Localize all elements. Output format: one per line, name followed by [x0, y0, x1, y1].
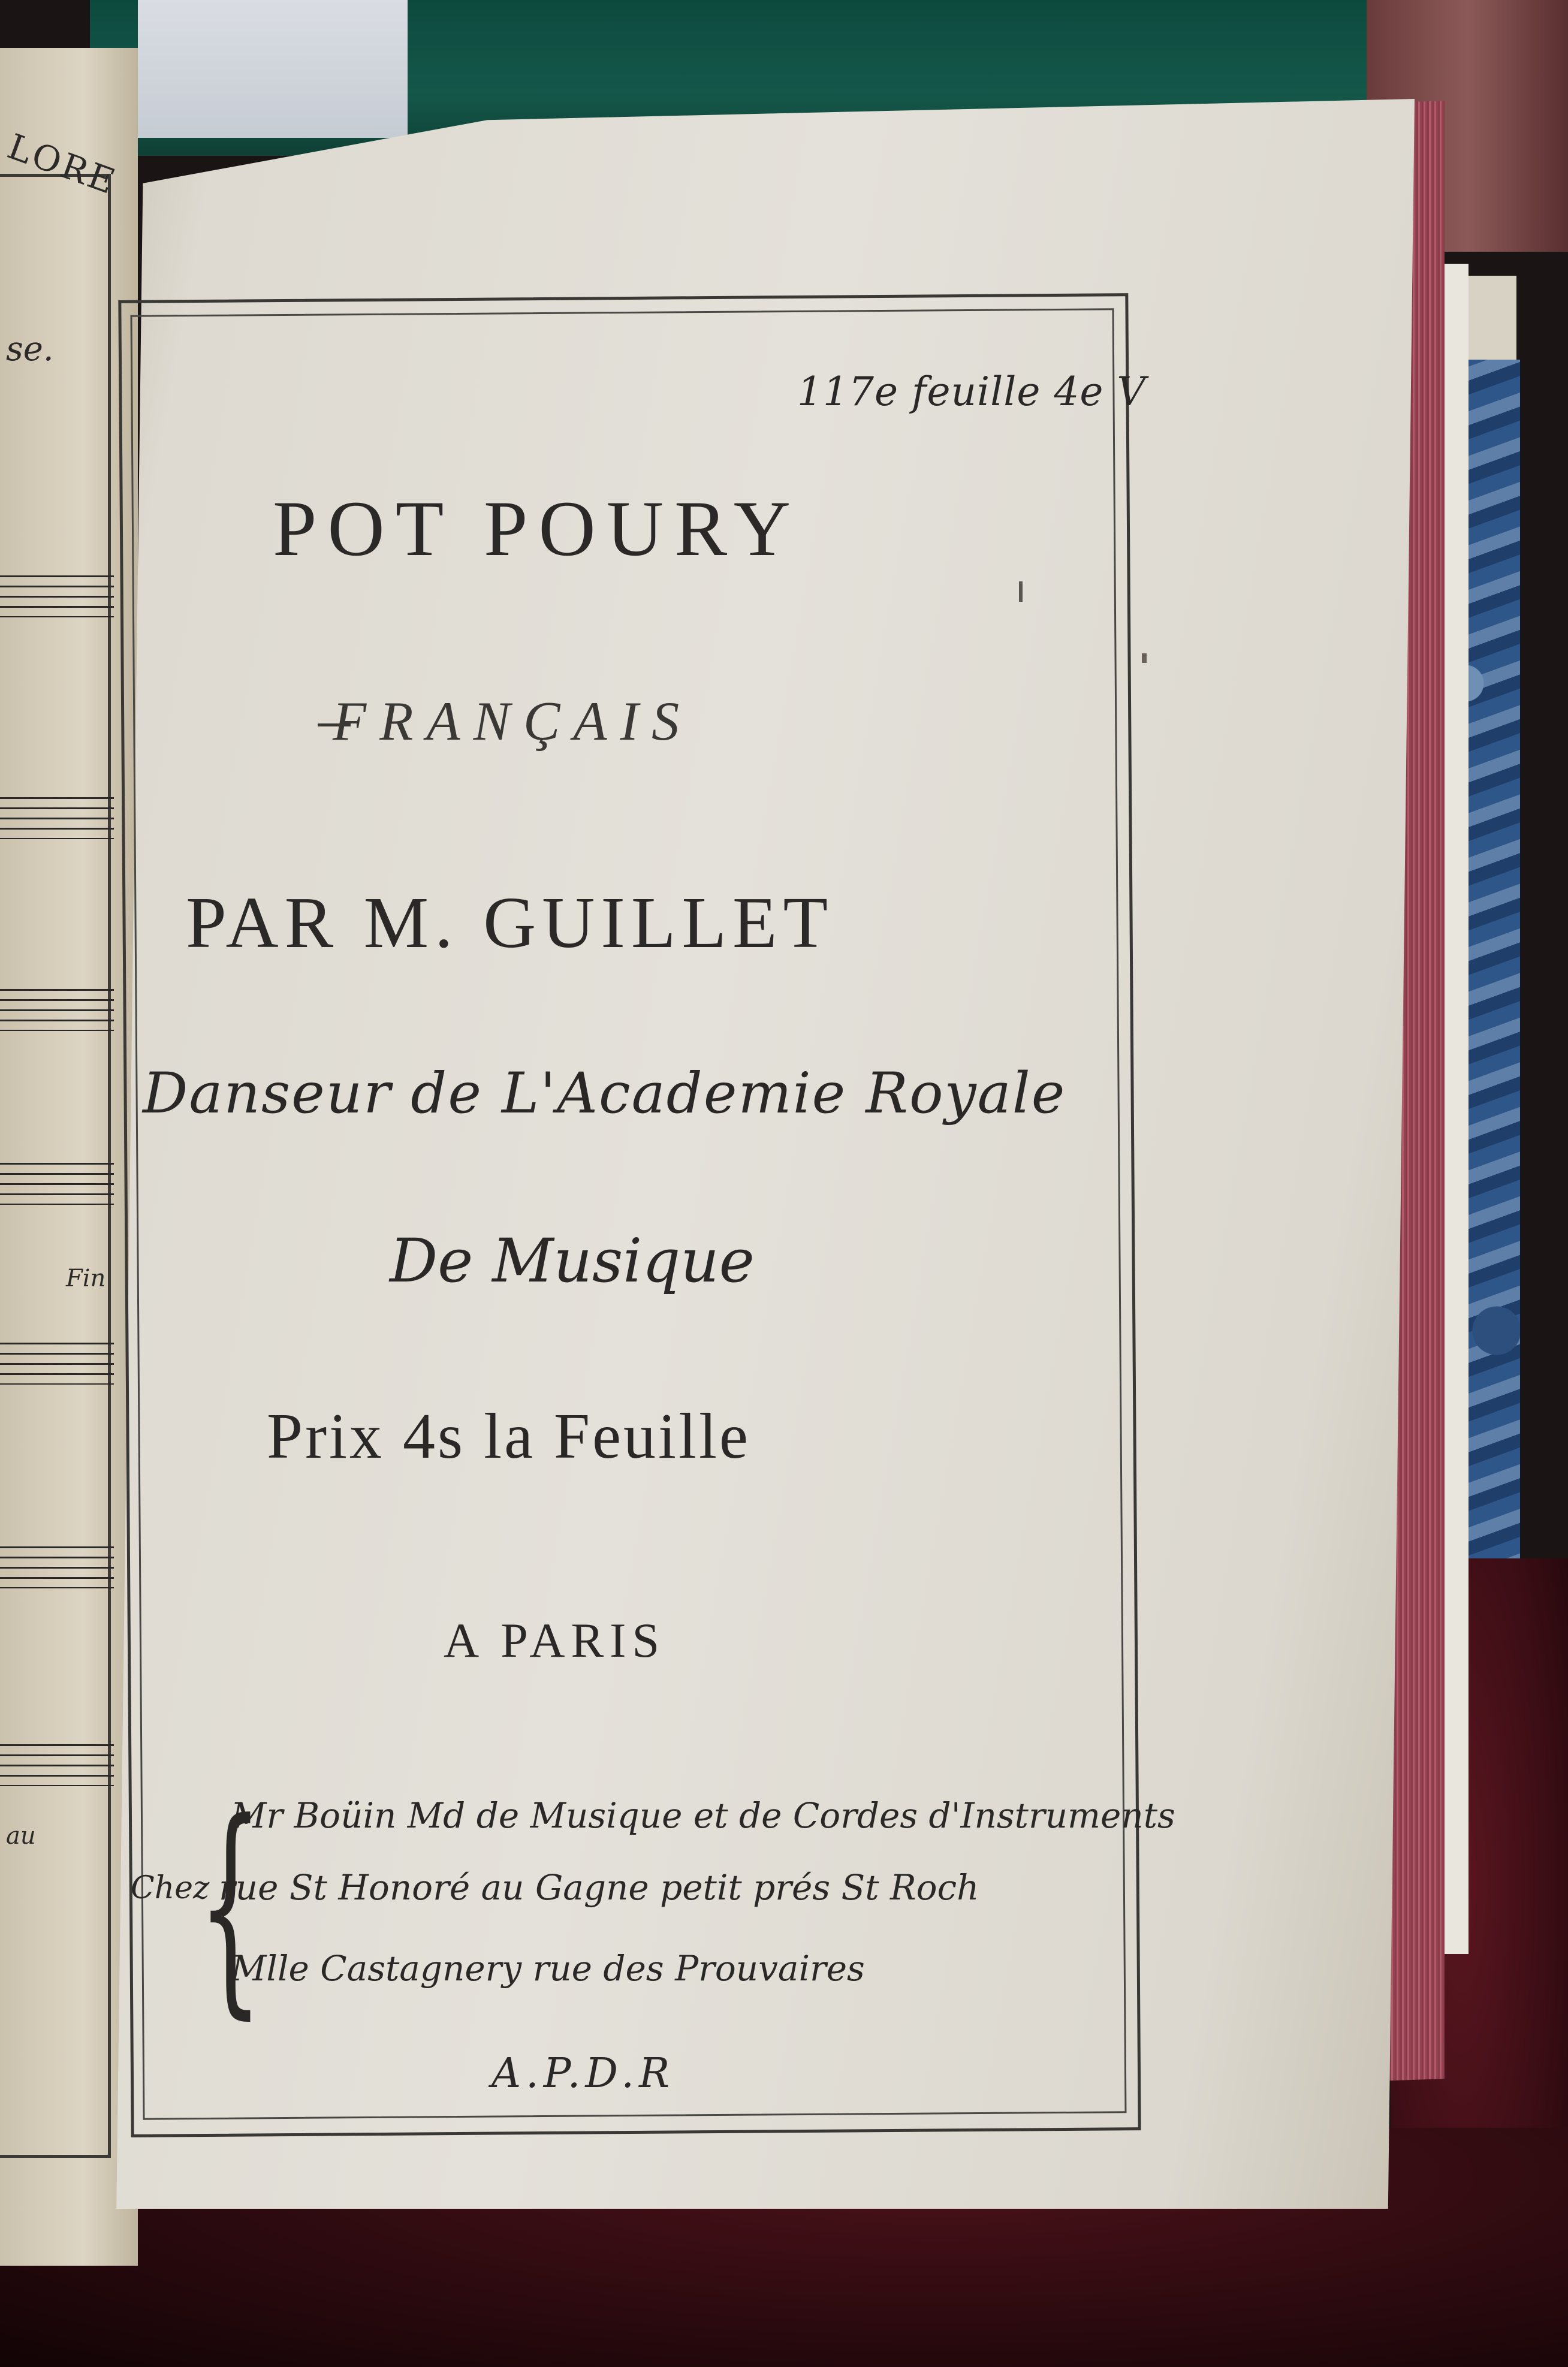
- left-page-subtitle: se.: [6, 330, 54, 369]
- music-staff: [0, 575, 114, 617]
- author-role-line-2: De Musique: [390, 1226, 755, 1296]
- white-paper-sheet: [138, 0, 408, 138]
- music-staff: [0, 1343, 114, 1385]
- publisher-chez-label: Chez: [131, 1870, 210, 1906]
- music-staff: [0, 1744, 114, 1786]
- sheet-number-note: 117e feuille 4e V: [797, 369, 1147, 415]
- music-staff: [0, 1163, 114, 1205]
- ink-speck: [1019, 581, 1023, 602]
- address-brace: {: [198, 1773, 263, 2039]
- margin-mark: au: [6, 1822, 36, 1850]
- music-staff: [0, 797, 114, 839]
- author-role-line-1: Danseur de L'Academie Royale: [143, 1061, 1066, 1126]
- author-line: PAR M. GUILLET: [186, 882, 834, 963]
- city-line: A PARIS: [444, 1613, 666, 1668]
- publisher-address-1: Mr Boüin Md de Musique et de Cordes d'Instruments: [231, 1795, 1175, 1836]
- engraved-border-inner: [131, 308, 1127, 2119]
- ink-speck: [1142, 653, 1147, 663]
- price-line: Prix 4s la Feuille: [267, 1401, 750, 1472]
- title-line-1: POT POURY: [273, 484, 802, 572]
- left-page: [0, 48, 138, 2266]
- title-line-2: FRANÇAIS: [333, 690, 693, 752]
- margin-mark: Fin: [66, 1265, 106, 1292]
- book-page-edges: [1445, 264, 1469, 1954]
- publisher-address-3: Mlle Castagnery rue des Prouvaires: [231, 1948, 865, 1989]
- music-staff: [0, 989, 114, 1031]
- publisher-address-2: rue St Honoré au Gagne petit prés St Roch: [219, 1867, 979, 1908]
- left-page-title: LORE: [2, 125, 123, 203]
- music-staff: [0, 1546, 114, 1588]
- privilege-mark: A.P.D.R: [491, 2050, 675, 2097]
